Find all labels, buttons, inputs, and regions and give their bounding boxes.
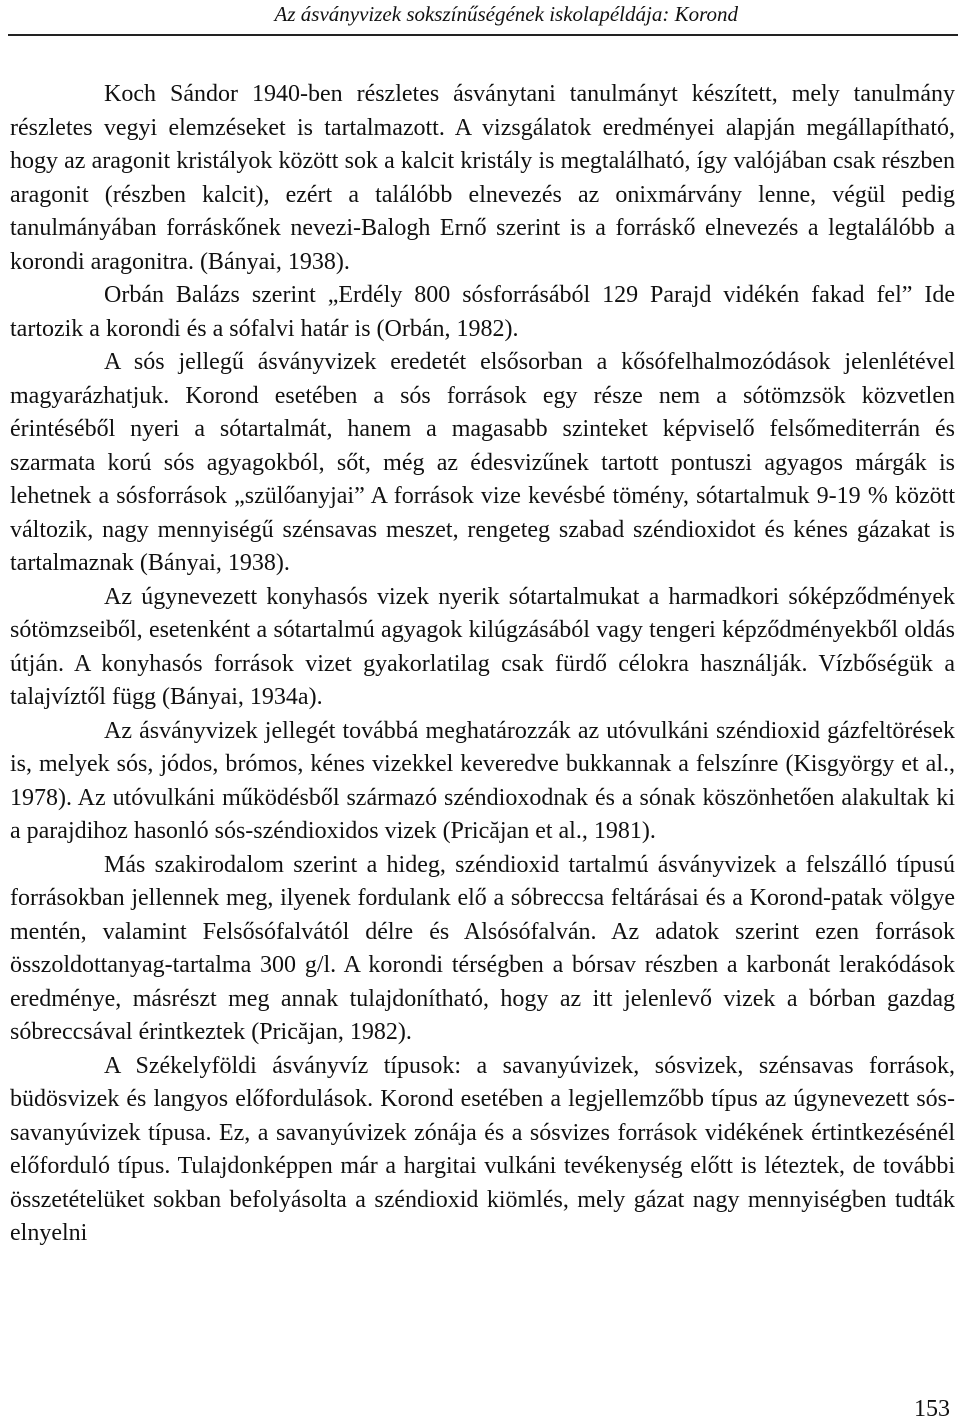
paragraph-konyhasos-vizek: Az úgynevezett konyhasós vizek nyerik sótartalmukat a harmadkori sóképződmények sótömzseiből, esetenként a sótartalmú agyagok kilúgzásából vagy tengeri képződményekből oldás útján. A konyhasós források vizet gyakorlatilag csak fürdő célokra használják. Vízbőségük a talajvíztől függ (Bányai, 1934a). [10,583,955,710]
paragraph-sos-jellegu: A sós jellegű ásványvizek eredetét elsősorban a kősófelhalmozódások jelenlétével magyarázhatjuk. Korond esetében a sós források egy része nem a sótömzsök közvetlen érintéséből nyeri a sótartalmát, hanem a magasabb szinteket képviselő felsőmediterrán és szarmata korú sós agyagokból, sőt, még az édesvizűnek tartott pontuszi agyagos márgák is lehetnek a sósforrások „szülőanyjai” A források vize kevésbé tömény, sótartalmuk 9-19 % között változik, nagy mennyiségű szénsavas meszet, rengeteg szabad széndioxidot és kénes gázakat is tartalmaznak (Bányai, 1938). [10,349,955,576]
paragraph-orban-balazs: Orbán Balázs szerint „Erdély 800 sósforrásából 129 Parajd vidékén fakad fel” Ide tartozik a korondi és a sófalvi határ is (Orbán, 1982). [10,282,955,342]
running-header [0,0,960,40]
paragraph-utovulkani: Az ásványvizek jellegét továbbá meghatározzák az utóvulkáni széndioxid gázfeltörések is, melyek sós, jódos, brómos, kénes vizekkel keveredve bukkannak a felszínre (Kisgyörgy et al., 1978). Az utóvulkáni működésből származó széndioxodnak és a sónak köszönhetően alakultak ki a parajdihoz hasonló sós-széndioxidos vizek (Pricăjan et al., 1981). [10,717,955,844]
header-rule [8,34,958,36]
running-header-title: Az ásványvizek sokszínűségének iskolapéldája: Korond [274,2,738,26]
paragraph-szekelyfoldi-tipusok: A Székelyföldi ásványvíz típusok: a savanyúvizek, sósvizek, szénsavas források, büdösvizek és langyos előfordulások. Korond esetében a legjellemzőbb típus az úgynevezett sós-savanyúvizek típusa. Ez, a savanyúvizek zónája és a sósvizes források vidékének értintkezésénél előforduló típus. Tulajdonképpen már a hargitai vulkáni tevékenység előtt is léteztek, de további összetételüket sokban befolyásolta a széndioxid kiömlés, mely gázat nagy mennyiségben tudták elnyelni [10,1052,955,1246]
paragraph-koch-sandor: Koch Sándor 1940-ben részletes ásványtani tanulmányt készített, mely tanulmány részletes vegyi elemzéseket is tartalmazott. A vizsgálatok eredményei alapján megállapítható, hogy az aragonit kristályok között sok a kalcit kristály is megtalálható, így valójában csak részben aragonit (részben kalcit), ezért a találóbb elnevezés az onixmárvány lenne, végül pedig tanulmányában forráskőnek nevezi-Balogh Ernő szerint is a forráskő elnevezés a legtalálóbb a korondi aragonitra. (Bányai, 1938). [10,81,955,275]
paragraph-mas-szakirodalom: Más szakirodalom szerint a hideg, széndioxid tartalmú ásványvizek a felszálló típusú forrásokban jellennek meg, ilyenek fordulank elő a sóbreccsa feltárásai és a Korond-patak völgye mentén, valamint Felsősófalvától délre és Alsósófalván. Az adatok szerint ezen források összoldottanyag-tartalma 300 g/l. A korondi térségben a bórsav részben a karbonát lerakódások eredménye, másrészt meg annak tulajdonítható, hogy az itt jelenlevő vizek a bórban gazdag sóbreccsával érintkeztek (Pricăjan, 1982). [10,851,955,1045]
page-number: 153 [914,1396,950,1422]
body-text [10,78,955,1251]
